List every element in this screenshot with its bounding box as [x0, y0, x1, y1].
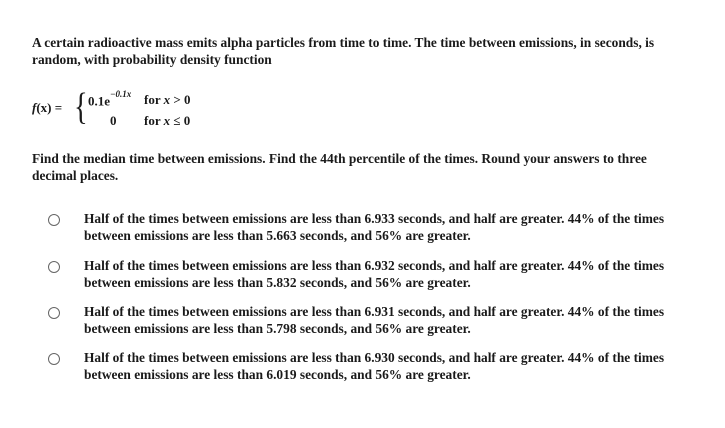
- case2-value: 0: [110, 113, 117, 128]
- radio-button[interactable]: [48, 353, 60, 365]
- answer-option-2[interactable]: [48, 257, 688, 293]
- answer-option-1[interactable]: [48, 210, 688, 246]
- instructions-text: Find the median time between emissions. Find the 44th percentile of the times. Round your answers to three decimal places.: [32, 151, 647, 183]
- radio-button[interactable]: [48, 307, 60, 319]
- answer-option-text: Half of the times between emissions are less than 6.930 seconds, and half are greater. 44% of the times between emissions are less than 6.019 seconds, and 56% are greater.: [84, 350, 665, 382]
- radio-button[interactable]: [48, 261, 60, 273]
- answer-option-text: Half of the times between emissions are less than 6.931 seconds, and half are greater. 44% of the times between emissions are less than 5.798 seconds, and 56% are greater.: [84, 304, 665, 336]
- case2-condition: for x ≤ 0: [144, 113, 191, 128]
- answer-option-text: Half of the times between emissions are less than 6.933 seconds, and half are greater. 44% of the times between emissions are less than 5.663 seconds, and 56% are greater.: [84, 211, 665, 243]
- pdf-formula: [32, 88, 252, 134]
- answer-option-4[interactable]: [48, 349, 688, 385]
- answer-option-text: Half of the times between emissions are less than 6.932 seconds, and half are greater. 44% of the times between emissions are less than 5.832 seconds, and 56% are greater.: [84, 258, 665, 290]
- formula-lhs: f(x) =: [32, 100, 63, 115]
- answer-option-3[interactable]: [48, 303, 688, 339]
- case1-value: $0.1e^{-0.1x}$: [88, 89, 132, 109]
- case1-condition: for x > 0: [144, 92, 191, 107]
- radio-button[interactable]: [48, 214, 60, 226]
- left-brace: {: [74, 86, 88, 128]
- question-text: A certain radioactive mass emits alpha particles from time to time. The time between emissions, in seconds, is random, with probability density function: [32, 35, 655, 67]
